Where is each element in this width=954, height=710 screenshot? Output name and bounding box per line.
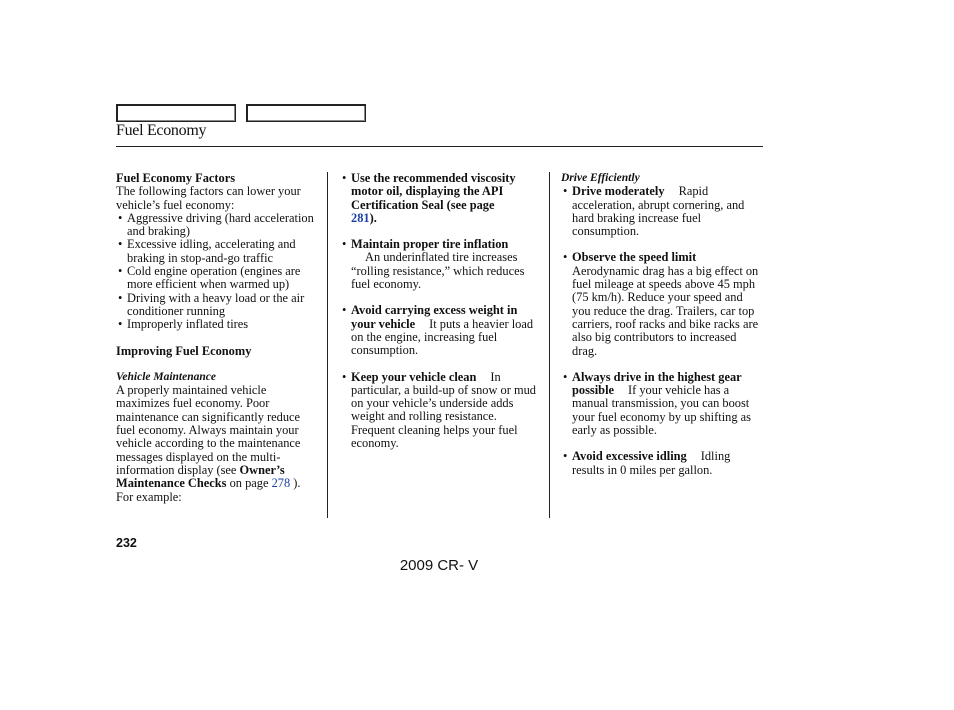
list-item bbox=[340, 172, 543, 225]
list-item bbox=[561, 251, 763, 357]
maintenance-heading: Vehicle Maintenance bbox=[116, 370, 216, 383]
item-text: In particular, a build-up of snow or mud on your vehicle’s underside adds weight and rolling resistance. Frequent cleaning helps your fuel economy. bbox=[351, 369, 536, 451]
maintenance-paragraph bbox=[116, 384, 321, 490]
maintenance-ref: Owner’s Maintenance Checks bbox=[116, 462, 285, 491]
item-text: An underinflated tire increases “rolling resistance,” which reduces fuel economy. bbox=[351, 250, 525, 292]
factors-intro: The following factors can lower your vehicle’s fuel economy: bbox=[116, 184, 301, 212]
list-item: • Improperly inflated tires bbox=[116, 318, 321, 331]
list-item bbox=[561, 185, 763, 238]
list-item bbox=[561, 371, 763, 437]
page-number: 232 bbox=[116, 536, 137, 550]
maintenance-list bbox=[340, 172, 543, 225]
item-text: Rapid acceleration, abrupt cornering, and hard braking increase fuel consumption. bbox=[572, 184, 745, 239]
page-link-278[interactable]: 278 bbox=[271, 476, 291, 491]
factors-list bbox=[116, 212, 321, 332]
footer-model: 2009 CR- V bbox=[399, 557, 479, 574]
maintenance-close: ). bbox=[293, 476, 301, 491]
column-3 bbox=[561, 172, 763, 477]
title-rule bbox=[116, 146, 763, 147]
page-title: Fuel Economy bbox=[116, 122, 207, 139]
maintenance-onpage: on page bbox=[229, 476, 269, 491]
column-divider bbox=[327, 172, 328, 518]
maintenance-text: A properly maintained vehicle maximizes fuel economy. Poor maintenance can significantly reduce fuel economy. Always maintain your vehicle according to the maintenance messages displayed on the multi-information display (see bbox=[116, 383, 301, 477]
item-title: Avoid carrying excess weight in your vehicle bbox=[351, 303, 518, 331]
list-item: • Driving with a heavy load or the air conditioner running bbox=[116, 292, 321, 319]
maintenance-example: For example: bbox=[116, 489, 182, 504]
item-text: Aerodynamic drag has a big effect on fuel mileage at speeds above 45 mph (75 km/h). Reduce your speed and you reduce the drag. Trailers, car top carriers, roof racks and bike racks are also big contributors to increased drag. bbox=[572, 263, 759, 358]
improving-heading: Improving Fuel Economy bbox=[116, 343, 252, 358]
list-item: • Excessive idling, accelerating and braking in stop-and-go traffic bbox=[116, 238, 321, 265]
item-title: Drive moderately bbox=[572, 184, 665, 199]
list-item bbox=[561, 450, 763, 477]
item-title: Use the recommended viscosity motor oil, displaying the API Certification Seal (see page bbox=[351, 171, 516, 212]
item-text: It puts a heavier load on the engine, increasing fuel consumption. bbox=[351, 316, 534, 358]
item-text: Idling results in 0 miles per gallon. bbox=[572, 449, 731, 477]
nav-button-previous[interactable] bbox=[116, 104, 236, 122]
column-1 bbox=[116, 172, 321, 504]
page-link-281[interactable]: 281 bbox=[351, 210, 370, 225]
list-item: • Aggressive driving (hard acceleration and braking) bbox=[116, 212, 321, 239]
drive-heading: Drive Efficiently bbox=[561, 172, 640, 184]
column-2 bbox=[340, 172, 543, 450]
list-item bbox=[340, 371, 543, 451]
item-title: Keep your vehicle clean bbox=[351, 369, 477, 384]
item-title: Always drive in the highest gear possible bbox=[572, 369, 742, 398]
column-divider bbox=[549, 172, 550, 518]
item-title: Avoid excessive idling bbox=[572, 449, 687, 464]
item-title: Maintain proper tire inflation bbox=[351, 237, 509, 252]
list-item bbox=[340, 304, 543, 357]
list-item bbox=[340, 238, 543, 291]
list-item: • Cold engine operation (engines are more efficient when warmed up) bbox=[116, 265, 321, 292]
item-close: ). bbox=[369, 210, 377, 225]
factors-heading: Fuel Economy Factors bbox=[116, 171, 236, 185]
item-title: Observe the speed limit bbox=[572, 250, 697, 265]
item-text: If your vehicle has a manual transmission, you can boost your fuel economy by up shifting as early as possible. bbox=[572, 383, 751, 438]
nav-button-next[interactable] bbox=[246, 104, 366, 122]
